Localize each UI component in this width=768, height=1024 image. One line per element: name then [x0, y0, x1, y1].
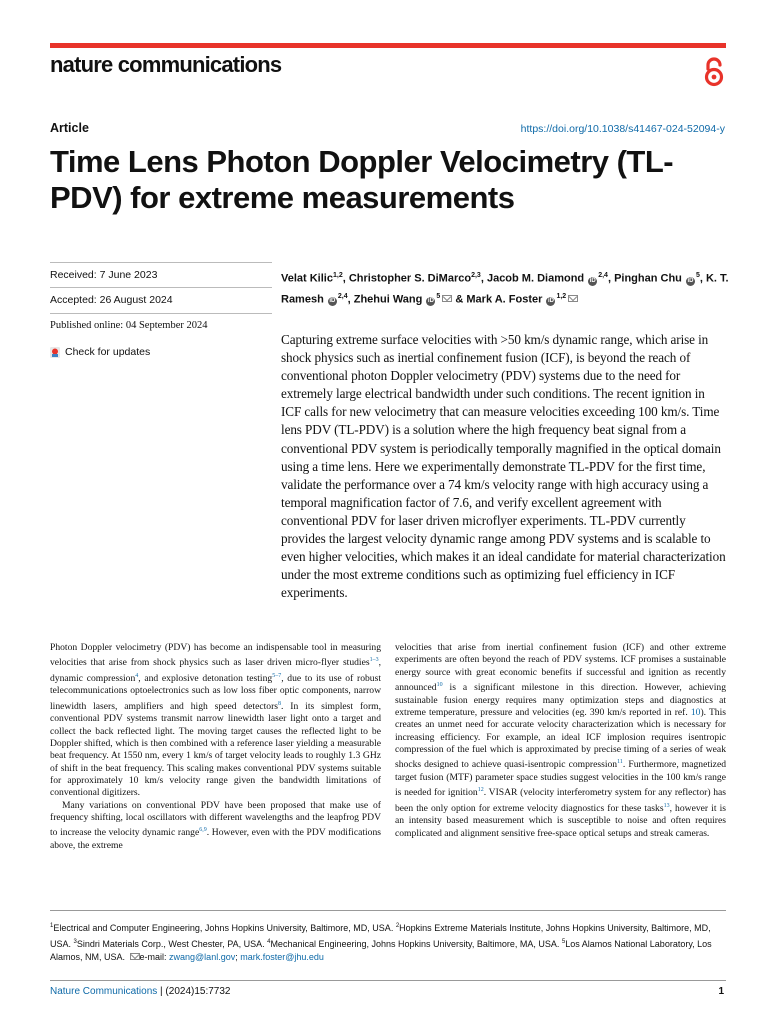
affiliation-superscript: 2,4: [598, 272, 608, 279]
orcid-icon[interactable]: iD: [589, 277, 596, 284]
abstract: Capturing extreme surface velocities with >50 km/s dynamic range, which arise in shock physics such as inertial confinement fusion (ICF), is beyond the reach of conventional photon Doppler velocimetry (PDV) systems due to the need for extremely large electrical bandwidth under such conditions. The recent ignition in ICF calls for new velocimetry that can measure velocities exceeding 100 km/s. Time lens PDV (TL-PDV) is a solution where the high frequency beat signal from a conventional PDV system is periodically temporally magnified in the optical domain using a time lens. Here we experimentally demonstrate TL-PDV for the first time, validate the performance over a 74 km/s velocity range with high accuracy using a temporal magnification factor of 7.6, and verify excellent agreement with conventional PDV for laser driven microflyer experiments. TL-PDV currently provides the largest velocity dynamic range among PDV systems and is scalable to even higher velocities, which makes it an ideal candidate for material characterization under the most extreme conditions such as optimizing fuel efficiency in ICF experiments.: [281, 332, 726, 601]
affiliation-superscript: 5: [436, 292, 441, 300]
orcid-icon[interactable]: iD: [329, 298, 336, 305]
footnote-divider: [50, 910, 726, 911]
reference-superscript[interactable]: 1–3: [369, 657, 379, 664]
body-column-left: [50, 642, 381, 852]
author-name: Zhehui Wang: [353, 293, 423, 306]
affiliation-superscript: 5: [695, 272, 700, 279]
email-envelope-icon: [130, 953, 140, 960]
reference-superscript[interactable]: 2: [395, 923, 400, 929]
email-envelope-icon[interactable]: [568, 295, 578, 302]
reference-superscript[interactable]: 8: [278, 700, 282, 707]
affiliation-superscript: 1,2: [556, 292, 567, 300]
page-footer-divider: [50, 980, 726, 981]
author-name: Mark A. Foster: [466, 293, 543, 306]
orcid-icon[interactable]: iD: [687, 277, 694, 284]
reference-superscript[interactable]: 3: [73, 938, 77, 945]
orcid-icon[interactable]: iD: [547, 298, 554, 305]
reference-superscript[interactable]: 5: [561, 938, 566, 945]
author-name: Velat Kilic: [281, 272, 333, 285]
affiliation-superscript: 2,4: [337, 292, 348, 300]
received-date: Received: 7 June 2023: [50, 262, 272, 281]
author-list: Velat Kilic$^{1,2}$, Christopher S. DiMarco$^{2,3}$, Jacob M. Diamond iD$^{2,4}$, Pinghan Chu $iD^5$, K. T. Ramesh iD$^{2,4}$, Zhehui Wang $iD^5$ & Mark A. Foster iD$^{1,2}$: [281, 272, 729, 306]
check-for-updates-button[interactable]: [50, 340, 272, 358]
doi-link[interactable]: https://doi.org/10.1038/s41467-024-52094-y: [520, 123, 725, 135]
page-number: 1: [718, 986, 724, 997]
open-access-icon[interactable]: [701, 56, 727, 88]
body-paragraph: Many variations on conventional PDV have been proposed that make use of frequency shifting, local oscillators with different wavelengths and the leapfrog PDV to increase the velocity dynamic range$^{6,9}$. However, even with the PDV modifications above, the extreme: [50, 799, 381, 851]
reference-superscript[interactable]: 4: [267, 938, 271, 945]
article-title: Time Lens Photon Doppler Velocimetry (TL-PDV) for extreme measurements: [50, 144, 674, 215]
body-paragraph: velocities that arise from inertial confinement fusion (ICF) and other extreme experiments are often beyond the reach of PDV systems. ICF promises a sustainable energy source with great economic benefits if successful and ignition as recently announced$^{10}$ is a significant milestone in this direction. However, achieving sustainable fusion energy requires many optimization steps and diagnostics at extreme temperature, pressure and velocities (eg. 390 km/s reported in ref. 10). This creates an unmet need for accurate velocity characterization which is necessary for increasing efficiency. For example, an ideal ICF implosion requires isentropic compression of the fuel which is approximated by precise timing of a series of weak shocks designed to achieve quasi-isentropic compression$^{11}$. Furthermore, magnetized target fusion (MTF) parameter space studies suggest velocities in the 100 km/s range is needed for ignition$^{12}$. VISAR (velocity interferometry system for any reflector) has been the only option for extreme velocity diagnostics for these tasks$^{13}$, however it is an intensity based measurement which is susceptible to noise and often requires complicated and alignment sensitive free-space optical setups and streak cameras.: [395, 642, 727, 839]
email-envelope-icon[interactable]: [442, 295, 452, 302]
published-date: Published online: 04 September 2024: [50, 313, 272, 331]
reference-superscript[interactable]: 10: [436, 682, 443, 689]
affiliation-superscript: 2,3: [471, 272, 481, 279]
email-link[interactable]: mark.foster@jhu.edu: [240, 952, 324, 962]
author-name: Christopher S. DiMarco: [348, 272, 472, 285]
body-column-right: [395, 642, 726, 840]
author-name: Pinghan Chu: [614, 272, 682, 285]
footer-citation: | (2024)15:7732: [160, 986, 231, 997]
footer-journal-link[interactable]: Nature Communications: [50, 986, 158, 997]
header-accent-bar: [50, 43, 726, 48]
reference-superscript[interactable]: 13: [663, 802, 670, 809]
affiliation-superscript: 1,2: [332, 272, 343, 279]
article-type: Article: [50, 121, 89, 135]
affiliations-footnote: $^1$Electrical and Computer Engineering, Johns Hopkins University, Baltimore, MD, USA. $^2$Hopkins Extreme Materials Institute, Johns Hopkins University, Baltimore, MD, USA. $^3$Sindri Materials Corp., West Chester, PA, USA. $^4$Mechanical Engineering, Johns Hopkins University, Baltimore, MA, USA. $^5$Los Alamos National Laboratory, Los Alamos, NM, USA. e-mail: zwang@lanl.gov; mark.foster@jhu.edu: [50, 923, 712, 962]
reference-link[interactable]: 10: [690, 706, 701, 718]
body-paragraph: Photon Doppler velocimetry (PDV) has become an indispensable tool in measuring velocities that arise from shock physics such as laser driven micro-flyer studies$^{1-3}$, dynamic compression$^4$, and explosive detonation testing$^{5-7}$, due to its use of robust telecommunications optoelectronics such as low loss fiber optic components, narrow linewidth lasers, amplifiers and high speed detectors$^8$. In its simplest form, conventional PDV systems transmit narrow linewidth laser light onto a target and collect the back reflected light. The moving target causes the reflected light to be Doppler shifted, which is then combined with a reference laser yielding a measurable beat frequency. At 1550 nm, every 1 km/s of target velocity leads to roughly 1.3 GHz of shift in the beat frequency. This scaling makes conventional PDV systems suitable for approximately 10 km/s velocity range given the bandwidth limitations of conventional digitizers.: [50, 642, 381, 799]
author-name: K. T. Ramesh: [281, 272, 729, 306]
reference-superscript[interactable]: 4: [135, 672, 139, 679]
author-name: Jacob M. Diamond: [486, 272, 585, 285]
page-footer: [50, 986, 230, 997]
orcid-icon[interactable]: iD: [427, 298, 434, 305]
reference-superscript[interactable]: 1: [50, 923, 54, 929]
accepted-date: Accepted: 26 August 2024: [50, 287, 272, 306]
reference-superscript[interactable]: 12: [477, 787, 484, 794]
check-updates-label: Check for updates: [65, 346, 151, 358]
reference-superscript[interactable]: 11: [617, 759, 623, 766]
email-link[interactable]: zwang@lanl.gov: [169, 952, 236, 962]
reference-superscript[interactable]: 5–7: [272, 672, 282, 679]
check-updates-icon: [50, 347, 60, 358]
reference-superscript[interactable]: 6,9: [199, 827, 207, 834]
journal-name: nature communications: [50, 52, 282, 77]
